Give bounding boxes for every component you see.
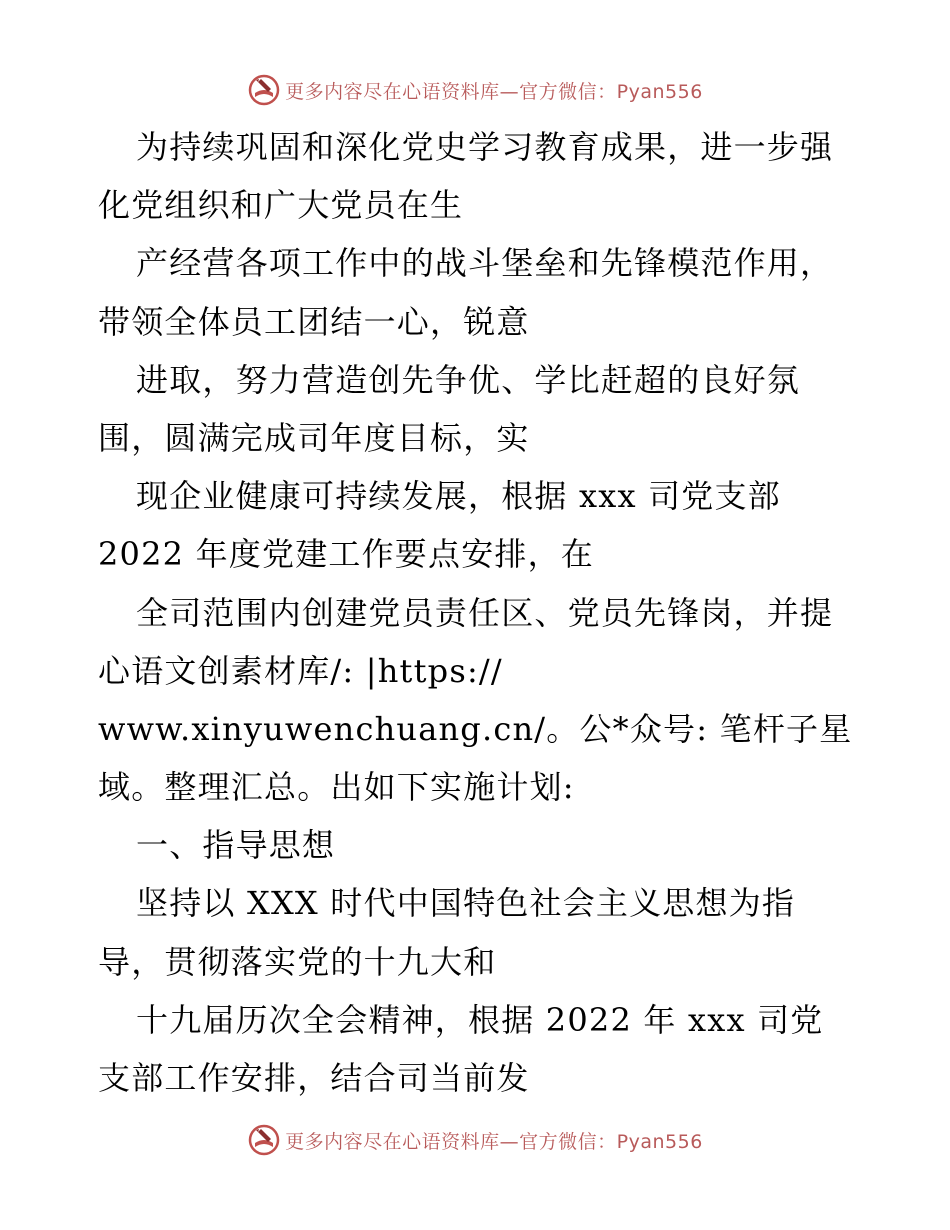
body-line: 支部工作安排，结合司当前发 [98, 1059, 530, 1097]
book-pen-logo-icon [247, 1123, 281, 1157]
footer-banner-text: 更多内容尽在心语资料库—官方微信：Pyan556 [285, 1130, 703, 1153]
section-heading: 一、指导思想 [136, 826, 336, 865]
body-line: 化党组织和广大党员在生 [98, 186, 464, 225]
header-banner [0, 70, 950, 110]
header-banner-text: 更多内容尽在心语资料库—官方微信：Pyan556 [285, 80, 703, 103]
body-line: 域。整理汇总。出如下实施计划: [98, 768, 575, 807]
body-line: 心语文创素材库/: |https:// [98, 651, 503, 690]
body-line: 现企业健康可持续发展，根据 xxx 司党支部 [136, 477, 781, 516]
body-line: 进取，努力营造创先争优、学比赶超的良好氛 [136, 360, 801, 399]
document-body [98, 118, 898, 1107]
body-line: 为持续巩固和深化党史学习教育成果，进一步强 [136, 128, 834, 166]
book-pen-logo-icon [247, 73, 281, 107]
body-line: 全司范围内创建党员责任区、党员先锋岗，并提 [136, 593, 834, 632]
body-line: 带领全体员工团结一心，锐意 [98, 302, 530, 341]
body-line: 坚持以 XXX 时代中国特色社会主义思想为指 [136, 884, 796, 923]
body-line: 导，贯彻落实党的十九大和 [98, 942, 497, 981]
footer-banner [0, 1120, 950, 1160]
body-line: www.xinyuwenchuang.cn/。公*众号: 笔杆子星 [98, 709, 853, 748]
body-line: 十九届历次全会精神，根据 2022 年 xxx 司党 [136, 1000, 824, 1039]
body-line: 围，圆满完成司年度目标，实 [98, 418, 530, 457]
body-line: 2022 年度党建工作要点安排，在 [98, 535, 595, 574]
body-line: 产经营各项工作中的战斗堡垒和先锋模范作用， [136, 244, 834, 283]
